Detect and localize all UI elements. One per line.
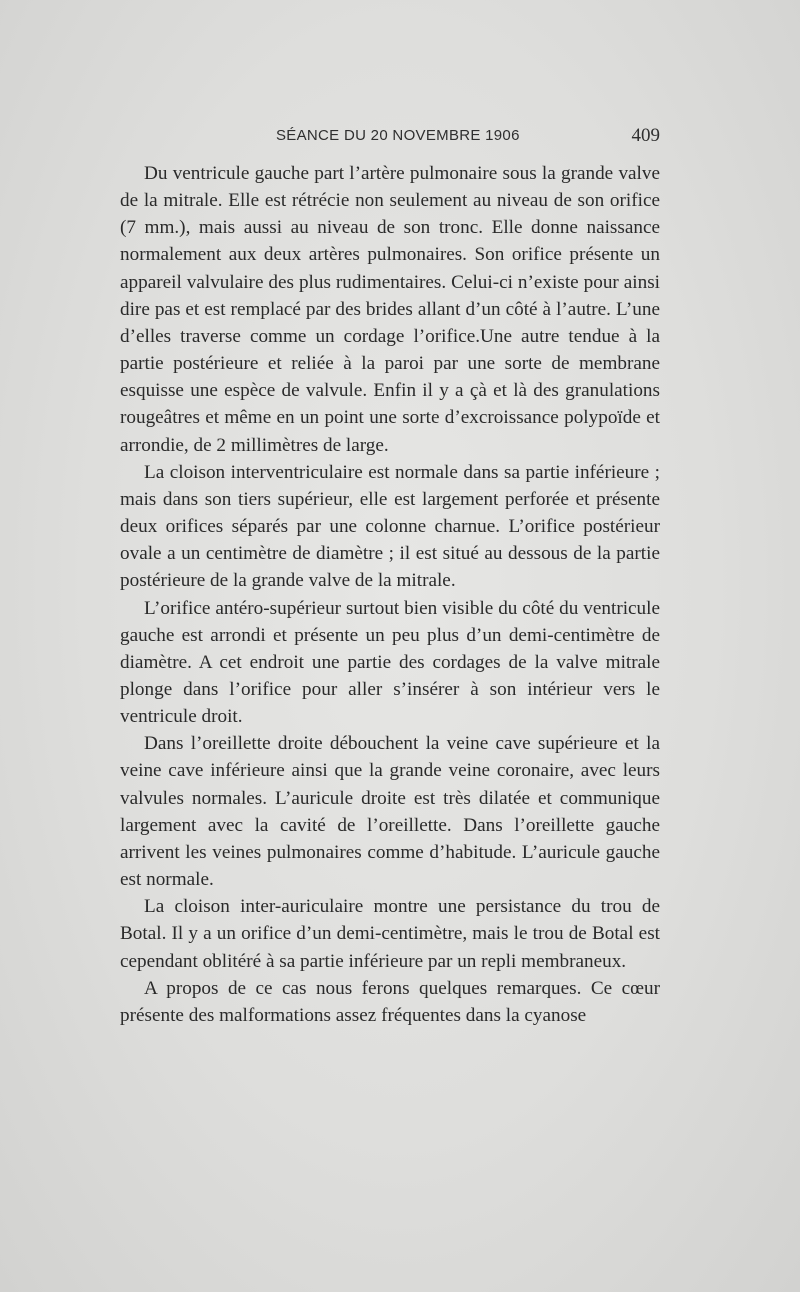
paragraph: A propos de ce cas nous ferons quelques remarques. Ce cœur présente des malformations assez fréquentes dans la cyanose xyxy=(120,977,660,1026)
paragraph: La cloison interventriculaire est normale dans sa partie inférieure ; mais dans son tiers supérieur, elle est largement perforée et présente deux orifices séparés par une colonne charnue. L’orifice postérieur ovale a un centimètre de diamètre ; il est situé au dessous de la partie postérieure de la grande valve de la mitrale. xyxy=(120,461,660,592)
paragraph: Du ventricule gauche part l’artère pulmonaire sous la grande valve de la mitrale. Elle est rétrécie non seulement au niveau de son orifice (7 mm.), mais aussi au niveau de son tronc. Elle donne naissance normalement aux deux artères pulmonaires. Son orifice présente un appareil valvulaire des plus rudimentaires. Celui-ci n’existe pour ainsi dire pas et est remplacé par des brides allant d’un côté à l’autre. L’une d’elles traverse comme un cordage l’orifice.Une autre tendue à la partie postérieure et reliée à la paroi par une sorte de membrane esquisse une espèce de valvule. Enfin il y a çà et là des granulations rougeâtres et même en un point une sorte d’excroissance polypoïde et arrondie, de 2 millimètres de large. xyxy=(120,163,660,456)
page-header xyxy=(120,127,660,151)
paragraph: La cloison inter-auriculaire montre une persistance du trou de Botal. Il y a un orifice d’un demi-centimètre, mais le trou de Botal est cependant oblitéré à sa partie inférieure par un repli membraneux. xyxy=(120,896,660,972)
running-head: SÉANCE DU 20 NOVEMBRE 1906 xyxy=(276,127,520,144)
body-text xyxy=(120,160,660,1029)
paragraph: L’orifice antéro-supérieur surtout bien visible du côté du ventricule gauche est arrondi et présente un peu plus d’un demi-centimètre de diamètre. A cet endroit une partie des cordages de la valve mitrale plonge dans l’orifice pour aller s’insérer à son intérieur vers le ventricule droit. xyxy=(120,597,660,728)
page-number: 409 xyxy=(631,125,660,146)
paragraph: Dans l’oreillette droite débouchent la veine cave supérieure et la veine cave inférieure ainsi que la grande veine coronaire, avec leurs valvules normales. L’auricule droite est très dilatée et communique largement avec la cavité de l’oreillette. Dans l’oreillette gauche arrivent les veines pulmonaires comme d’habitude. L’auricule gauche est normale. xyxy=(120,733,660,891)
